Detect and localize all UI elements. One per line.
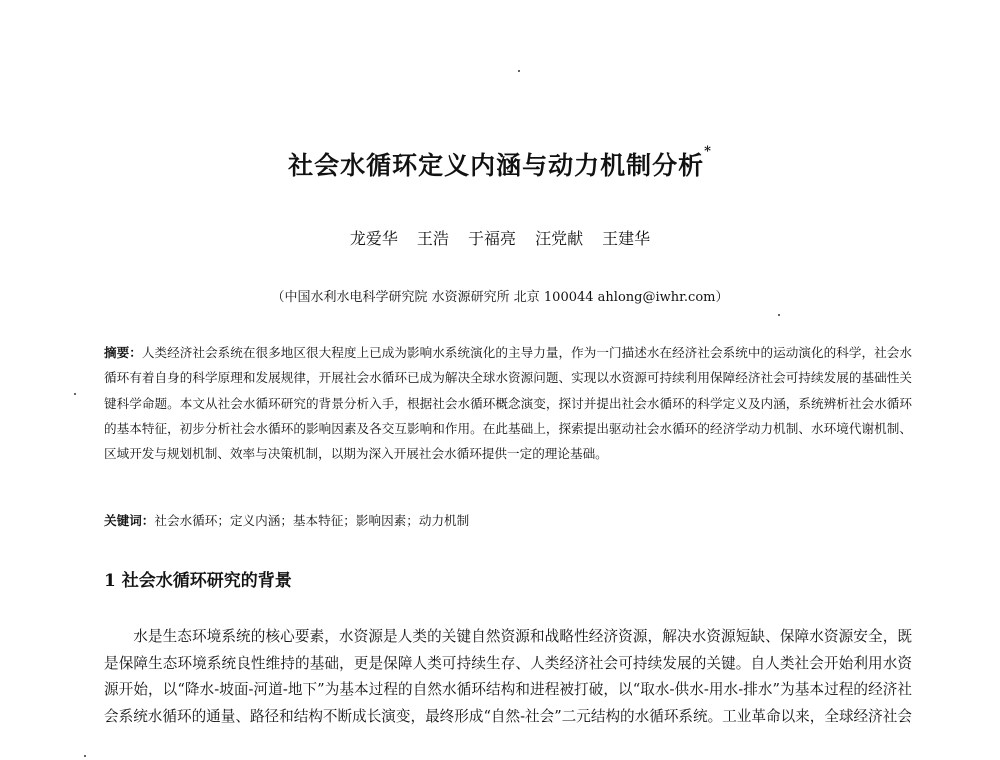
scan-speck [84, 755, 86, 757]
scan-speck [74, 393, 76, 395]
abstract [104, 340, 912, 466]
keywords [104, 511, 912, 531]
abstract-label: 摘要： [104, 345, 142, 360]
author-list: 龙爱华 王浩 于福亮 汪党献 王建华 [349, 229, 651, 248]
keywords-text: 社会水循环；定义内涵；基本特征；影响因素；动力机制 [154, 513, 470, 528]
paper-title [0, 146, 1000, 182]
affiliation: （中国水利水电科学研究院 水资源研究所 北京 100044 ahlong@iwhr.com） [271, 290, 729, 305]
abstract-text: 人类经济社会系统在很多地区很大程度上已成为影响水系统演化的主导力量，作为一门描述水在经济社会系统中的运动演化的科学，社会水循环有着自身的科学原理和发展规律，开展社会水循环已成为解决全球水资源问题、实现以水资源可持续利用保障经济社会可持续发展的基础性关键科学命题。本文从社会水循环研究的背景分析入手，根据社会水循环概念演变，探讨并提出社会水循环的科学定义及内涵，系统辨析社会水循环的基本特征，初步分析社会水循环的影响因素及各交互影响和作用。在此基础上，探索提出驱动社会水循环的经济学动力机制、水环境代谢机制、区域开发与规划机制、效率与决策机制，以期为深入开展社会水循环提供一定的理论基础。 [104, 345, 913, 462]
scan-speck [778, 314, 780, 316]
scan-speck [518, 70, 520, 72]
paper-title-text: 社会水循环定义内涵与动力机制分析 [288, 151, 705, 180]
section-paragraph: 水是生态环境系统的核心要素，水资源是人类的关键自然资源和战略性经济资源，解决水资源短缺、保障水资源安全，既是保障生态环境系统良性维持的基础，更是保障人类可持续生存、人类经济社会可持续发展的关键。自人类社会开始利用水资源开始，以“降水-坡面-河道-地下”为基本过程的自然水循环结构和进程被打破，以“取水-供水-用水-排水”为基本过程的经济社会系统水循环的通量、路径和结构不断成长演变，最终形成“自然-社会”二元结构的水循环系统。工业革命以来，全球经济社会 [104, 628, 912, 725]
title-footnote-mark: * [704, 144, 712, 159]
section-heading: 1 社会水循环研究的背景 [104, 571, 292, 591]
keywords-label: 关键词： [104, 513, 155, 528]
